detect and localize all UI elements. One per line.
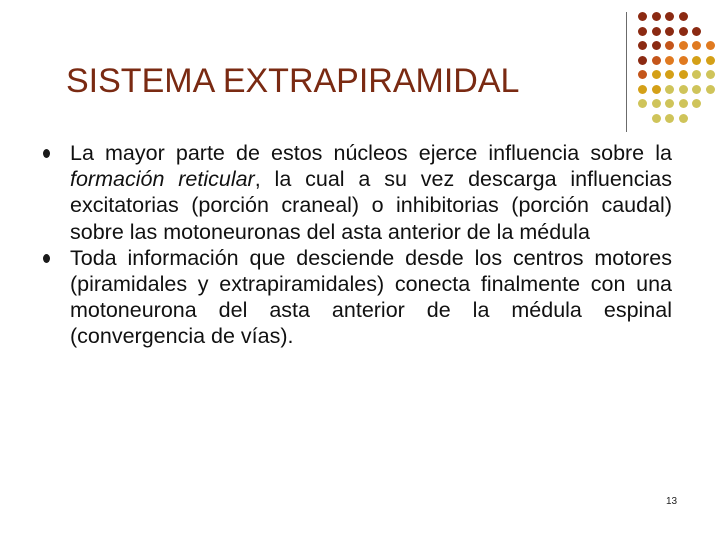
bullet-item bbox=[40, 140, 672, 245]
decorative-dot bbox=[679, 85, 688, 94]
decorative-dot bbox=[679, 114, 688, 123]
decorative-dot bbox=[665, 99, 674, 108]
decorative-dot bbox=[692, 41, 701, 50]
decorative-dot bbox=[679, 27, 688, 36]
decorative-dot bbox=[679, 70, 688, 79]
decorative-dot bbox=[679, 99, 688, 108]
decorative-dot bbox=[638, 85, 647, 94]
decorative-dot bbox=[665, 27, 674, 36]
decorative-dot bbox=[665, 41, 674, 50]
decorative-dot bbox=[692, 85, 701, 94]
decorative-dot bbox=[652, 114, 661, 123]
page-number: 13 bbox=[666, 496, 678, 507]
decorative-dot bbox=[706, 56, 715, 65]
decorative-dot bbox=[652, 70, 661, 79]
decorative-dot bbox=[638, 12, 647, 21]
decorative-dot bbox=[652, 27, 661, 36]
bullet-text-continuation: , la cual a su vez descarga influencias excitatorias (porción craneal) o inhibitorias (porción caudal) sobre las motoneuronas del asta anterior de la médula bbox=[70, 167, 672, 244]
decorative-dot bbox=[665, 70, 674, 79]
decorative-dot bbox=[652, 56, 661, 65]
decorative-dot bbox=[638, 99, 647, 108]
decorative-dot bbox=[665, 114, 674, 123]
decorative-dot bbox=[652, 85, 661, 94]
decorative-dot bbox=[638, 70, 647, 79]
decorative-dot bbox=[706, 85, 715, 94]
decorative-dot bbox=[692, 56, 701, 65]
decorative-dot bbox=[638, 56, 647, 65]
decorative-dot bbox=[665, 56, 674, 65]
decorative-dot bbox=[652, 12, 661, 21]
bullet-item bbox=[40, 245, 672, 350]
decorative-dot bbox=[706, 70, 715, 79]
decorative-dot bbox=[706, 41, 715, 50]
bullet-icon bbox=[43, 149, 50, 158]
slide-title: SISTEMA EXTRAPIRAMIDAL bbox=[66, 62, 520, 100]
decorative-dot bbox=[692, 27, 701, 36]
bullet-list bbox=[40, 140, 672, 350]
decorative-dot bbox=[638, 27, 647, 36]
decorative-divider-line bbox=[626, 12, 627, 132]
decorative-dot bbox=[692, 70, 701, 79]
decorative-dot bbox=[652, 41, 661, 50]
bullet-text: La mayor parte de estos núcleos ejerce influencia sobre la bbox=[70, 141, 672, 165]
decorative-dot bbox=[679, 41, 688, 50]
decorative-dot bbox=[638, 41, 647, 50]
bullet-text: Toda información que desciende desde los centros motores (piramidales y extrapiramidales) conecta finalmente con una motoneurona del asta anterior de la médula espinal (convergencia de vías). bbox=[70, 245, 672, 349]
bullet-icon bbox=[43, 254, 50, 263]
decorative-dot bbox=[679, 12, 688, 21]
decorative-dot bbox=[665, 12, 674, 21]
decorative-dot bbox=[665, 85, 674, 94]
decorative-dot bbox=[679, 56, 688, 65]
decorative-dot bbox=[692, 99, 701, 108]
bullet-emphasis: formación reticular bbox=[70, 167, 255, 192]
decorative-dot bbox=[652, 99, 661, 108]
